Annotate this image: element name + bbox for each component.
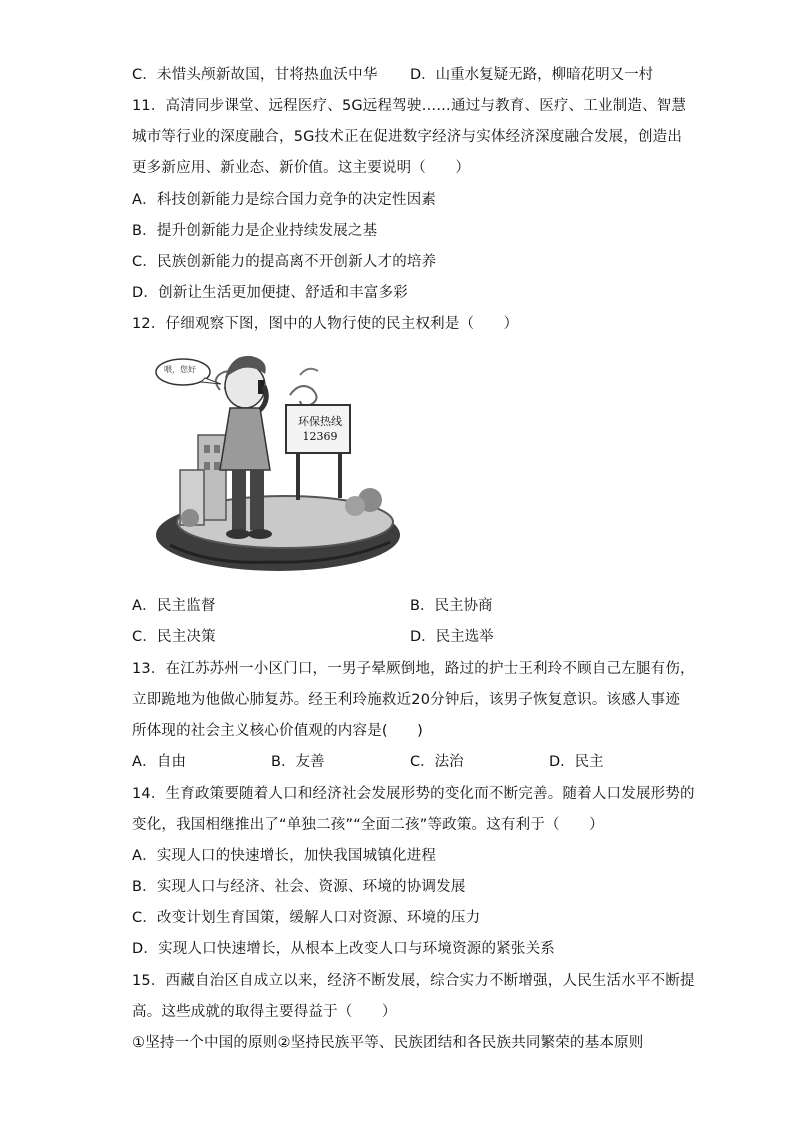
q15-items: ①坚持一个中国的原则②坚持民族平等、民族团结和各民族共同繁荣的基本原则 bbox=[132, 1035, 644, 1051]
q11-stem-line-1: 11．高清同步课堂、远程医疗、5G远程驾驶……通过与教育、医疗、工业制造、智慧 bbox=[132, 98, 687, 114]
q12-option-a: A．民主监督 bbox=[132, 598, 216, 614]
q11-option-c: C．民族创新能力的提高离不开创新人才的培养 bbox=[132, 254, 437, 270]
q14-option-a: A．实现人口的快速增长，加快我国城镇化进程 bbox=[132, 848, 437, 864]
q14-option-d: D．实现人口快速增长，从根本上改变人口与环境资源的紧张关系 bbox=[132, 941, 555, 957]
q11-option-a: A．科技创新能力是综合国力竞争的决定性因素 bbox=[132, 192, 437, 208]
q15-stem-line-2: 高。这些成就的取得主要得益于（ ） bbox=[132, 1004, 397, 1020]
q15-stem-line-1: 15．西藏自治区自成立以来，经济不断发展，综合实力不断增强，人民生活水平不断提 bbox=[132, 973, 695, 989]
q14-option-c: C．改变计划生育国策，缓解人口对资源、环境的压力 bbox=[132, 910, 481, 926]
speech-bubble-text: 喂，您好 bbox=[164, 365, 196, 374]
sign-number: 12369 bbox=[302, 430, 338, 443]
q14-stem-line-2: 变化，我国相继推出了“单独二孩”“全面二孩”等政策。这有利于（ ） bbox=[132, 817, 604, 833]
q12-option-d: D．民主选举 bbox=[410, 629, 494, 645]
q11-option-b: B．提升创新能力是企业持续发展之基 bbox=[132, 223, 378, 239]
q14-stem-line-1: 14．生育政策要随着人口和经济社会发展形势的变化而不断完善。随着人口发展形势的 bbox=[132, 786, 695, 802]
q12-illustration bbox=[150, 350, 412, 580]
q13-stem-line-3: 所体现的社会主义核心价值观的内容是( ) bbox=[132, 723, 424, 739]
q14-option-b: B．实现人口与经济、社会、资源、环境的协调发展 bbox=[132, 879, 466, 895]
q13-option-c: C．法治 bbox=[410, 754, 464, 770]
q11-stem-line-2: 城市等行业的深度融合，5G技术正在促进数字经济与实体经济深度融合发展，创造出 bbox=[132, 129, 683, 145]
q13-option-d: D．民主 bbox=[549, 754, 604, 770]
q12-option-b: B．民主协商 bbox=[410, 598, 493, 614]
q13-stem-line-2: 立即跪地为他做心肺复苏。经王利玲施救近20分钟后，该男子恢复意识。该感人事迹 bbox=[132, 692, 681, 708]
q11-option-d: D．创新让生活更加便捷、舒适和丰富多彩 bbox=[132, 285, 408, 301]
q11-stem-line-3: 更多新应用、新业态、新价值。这主要说明（ ） bbox=[132, 160, 471, 176]
q12-stem: 12．仔细观察下图，图中的人物行使的民主权利是（ ） bbox=[132, 316, 519, 332]
q13-option-a: A．自由 bbox=[132, 754, 187, 770]
sign-title: 环保热线 bbox=[298, 415, 342, 428]
q10-option-d: D．山重水复疑无路，柳暗花明又一村 bbox=[410, 67, 654, 83]
q13-stem-line-1: 13．在江苏苏州一小区门口，一男子晕厥倒地，路过的护士王利玲不顾自己左腿有伤， bbox=[132, 661, 695, 677]
q13-option-b: B．友善 bbox=[271, 754, 325, 770]
q10-option-c: C．未惜头颅新故国，甘将热血沃中华 bbox=[132, 67, 378, 83]
q12-option-c: C．民主决策 bbox=[132, 629, 216, 645]
